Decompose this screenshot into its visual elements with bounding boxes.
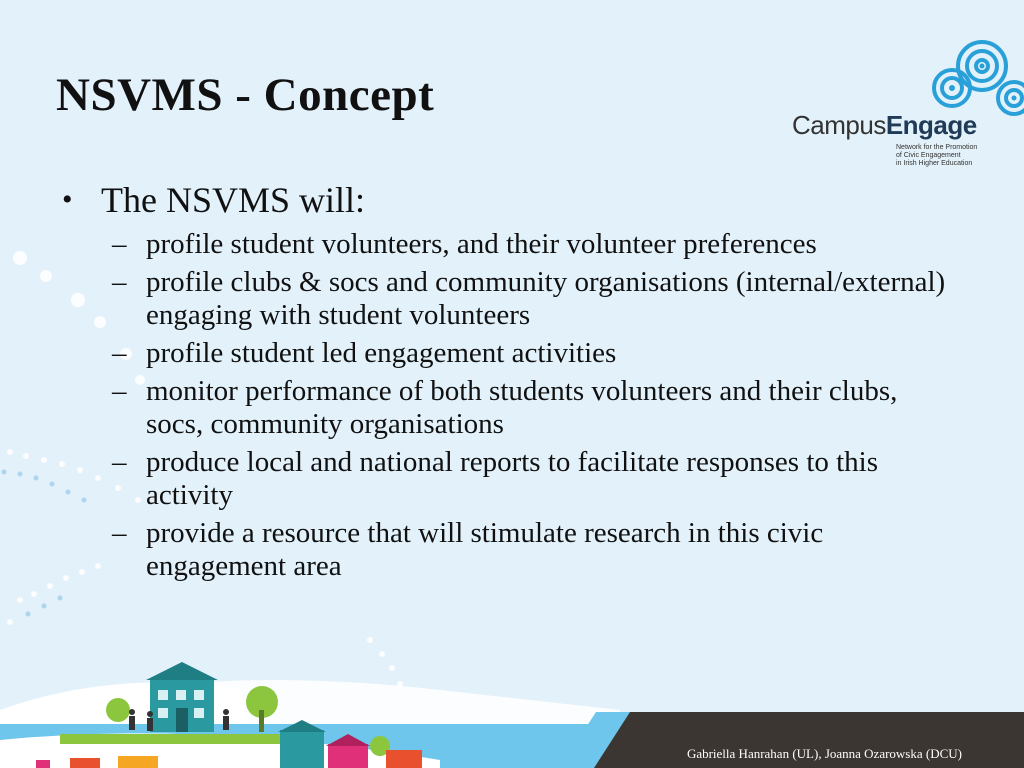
logo-tagline-line: Network for the Promotion (896, 144, 978, 151)
sub-bullet-list (58, 228, 958, 583)
logo-tagline-line: of Civic Engagement (896, 152, 961, 159)
town-illustration (0, 650, 640, 768)
main-bullet: • The NSVMS will: (58, 178, 958, 222)
sub-bullet-item: – provide a resource that will stimulate research in this civic engagement area (58, 517, 958, 583)
sub-bullet-item: – monitor performance of both students volunteers and their clubs, socs, community organisations (58, 375, 958, 441)
building-icon (146, 662, 218, 732)
logo-word-regular: Campus (792, 110, 886, 140)
slide-title: NSVMS - Concept (56, 69, 435, 121)
slide-body (58, 178, 958, 583)
sub-bullet-item: – produce local and national reports to facilitate responses to this activity (58, 446, 958, 512)
sub-bullet-item: – profile student volunteers, and their volunteer preferences (58, 228, 958, 261)
sub-bullet-item: – profile clubs & socs and community organisations (internal/external) engaging with student volunteers (58, 266, 958, 332)
logo-word-bold: Engage (885, 110, 977, 140)
campus-engage-logo (792, 36, 1024, 176)
sub-bullet-item: – profile student led engagement activities (58, 337, 958, 370)
logo-tagline-line: in Irish Higher Education (896, 160, 973, 167)
logo-wordmark (792, 110, 977, 141)
footer-authors: Gabriella Hanrahan (UL), Joanna Ozarowska (DCU) (686, 746, 962, 761)
logo-tagline (896, 144, 1006, 168)
